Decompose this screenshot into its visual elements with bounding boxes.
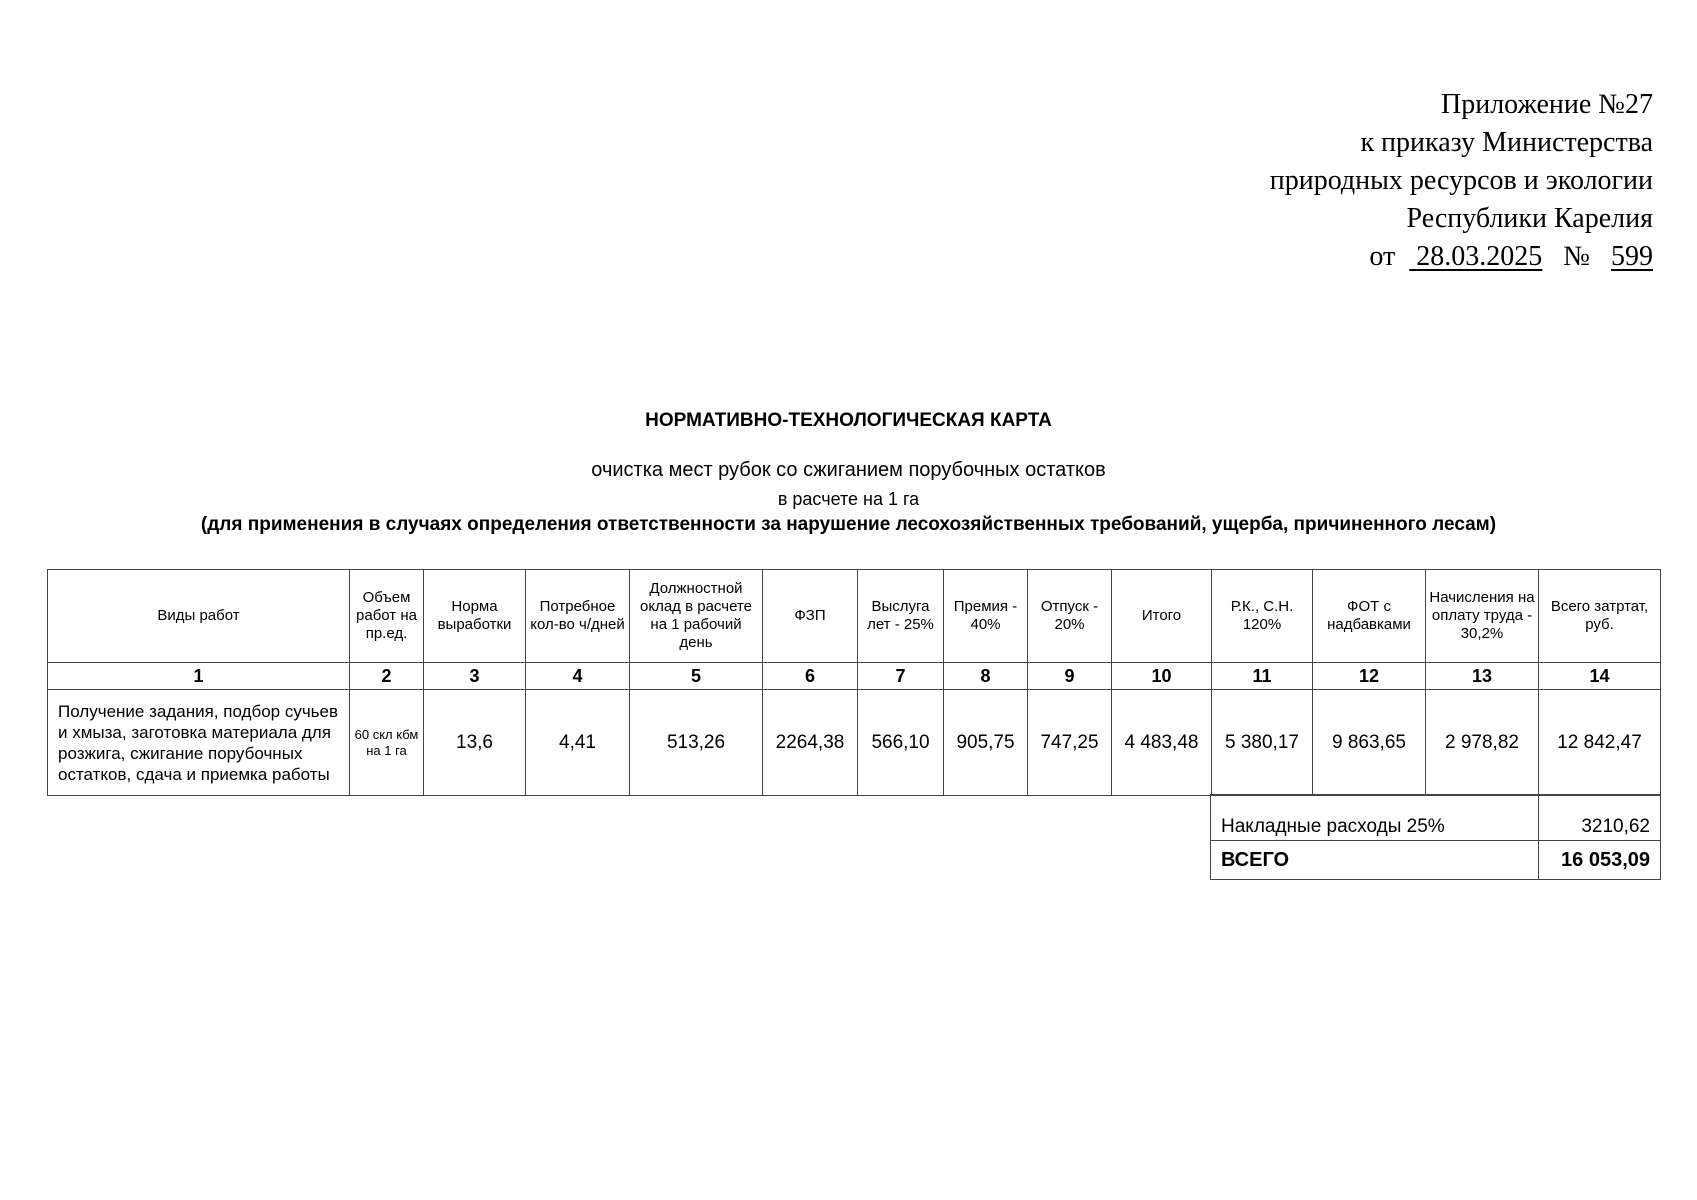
column-number: 2 — [350, 663, 424, 690]
overhead-label: Накладные расходы 25% — [1211, 795, 1539, 841]
column-number: 5 — [630, 663, 763, 690]
subtotal-cell: 4 483,48 — [1112, 690, 1212, 796]
overhead-row — [1211, 795, 1661, 841]
grand-total-value: 16 053,09 — [1539, 841, 1661, 880]
seniority-cell: 566,10 — [858, 690, 944, 796]
regional-coef-cell: 5 380,17 — [1212, 690, 1313, 796]
document-title: НОРМАТИВНО-ТЕХНОЛОГИЧЕСКАЯ КАРТА — [645, 410, 1052, 431]
column-number: 12 — [1313, 663, 1426, 690]
column-number: 6 — [763, 663, 858, 690]
grand-total-label: ВСЕГО — [1211, 841, 1539, 880]
appendix-line-4: Республики Карелия — [1406, 203, 1653, 234]
output-norm-cell: 13,6 — [424, 690, 526, 796]
header-cell: Всего затртат, руб. — [1539, 570, 1661, 663]
man-days-cell: 4,41 — [526, 690, 630, 796]
column-number: 4 — [526, 663, 630, 690]
header-cell: Норма выработки — [424, 570, 526, 663]
work-type-cell: Получение задания, подбор сучьев и хмыза, заготовка материала для розжига, сжигание порубочных остатков, сдача и приемка работы — [48, 690, 350, 796]
column-number: 3 — [424, 663, 526, 690]
header-cell: Должностной оклад в расчете на 1 рабочий день — [630, 570, 763, 663]
header-cell: Виды работ — [48, 570, 350, 663]
column-number: 10 — [1112, 663, 1212, 690]
header-cell: Р.К., С.Н. 120% — [1212, 570, 1313, 663]
payroll-cell: 9 863,65 — [1313, 690, 1426, 796]
header-cell: Объем работ на пр.ед. — [350, 570, 424, 663]
column-number: 13 — [1426, 663, 1539, 690]
number-label: № — [1563, 241, 1590, 272]
header-cell: Итого — [1112, 570, 1212, 663]
total-cost-cell: 12 842,47 — [1539, 690, 1661, 796]
document-subtitle: очистка мест рубок со сжиганием порубочных остатков — [591, 459, 1106, 481]
daily-salary-cell: 513,26 — [630, 690, 763, 796]
column-number: 7 — [858, 663, 944, 690]
bonus-cell: 905,75 — [944, 690, 1028, 796]
table-row — [48, 690, 1661, 796]
column-number: 14 — [1539, 663, 1661, 690]
document-title-block — [0, 410, 1697, 536]
from-label: от — [1369, 241, 1396, 272]
header-cell: Отпуск - 20% — [1028, 570, 1112, 663]
column-number: 9 — [1028, 663, 1112, 690]
column-number: 8 — [944, 663, 1028, 690]
overhead-value: 3210,62 — [1539, 795, 1661, 841]
volume-cell: 60 скл кбм на 1 га — [350, 690, 424, 796]
appendix-header — [1133, 86, 1653, 276]
vacation-cell: 747,25 — [1028, 690, 1112, 796]
column-number: 1 — [48, 663, 350, 690]
appendix-date-line — [1133, 238, 1653, 276]
column-number-row — [48, 663, 1661, 690]
totals-table — [1210, 794, 1661, 880]
document-purpose: (для применения в случаях определения ответственности за нарушение лесохозяйственных требований, ущерба, причиненного лесам) — [200, 514, 1497, 535]
norm-tech-table — [47, 569, 1661, 796]
grand-total-row — [1211, 841, 1661, 880]
appendix-line-1: Приложение №27 — [1441, 89, 1653, 120]
order-number: 599 — [1611, 241, 1653, 272]
header-cell: Потребное кол-во ч/дней — [526, 570, 630, 663]
accruals-cell: 2 978,82 — [1426, 690, 1539, 796]
header-cell: ФЗП — [763, 570, 858, 663]
column-number: 11 — [1212, 663, 1313, 690]
table-header-row — [48, 570, 1661, 663]
appendix-line-3: природных ресурсов и экологии — [1269, 165, 1653, 196]
appendix-line-2: к приказу Министерства — [1360, 127, 1653, 158]
header-cell: Начисления на оплату труда - 30,2% — [1426, 570, 1539, 663]
header-cell: Выслуга лет - 25% — [858, 570, 944, 663]
document-basis: в расчете на 1 га — [777, 489, 920, 509]
order-date: 28.03.2025 — [1416, 241, 1543, 272]
wage-fund-cell: 2264,38 — [763, 690, 858, 796]
header-cell: ФОТ с надбавками — [1313, 570, 1426, 663]
header-cell: Премия - 40% — [944, 570, 1028, 663]
